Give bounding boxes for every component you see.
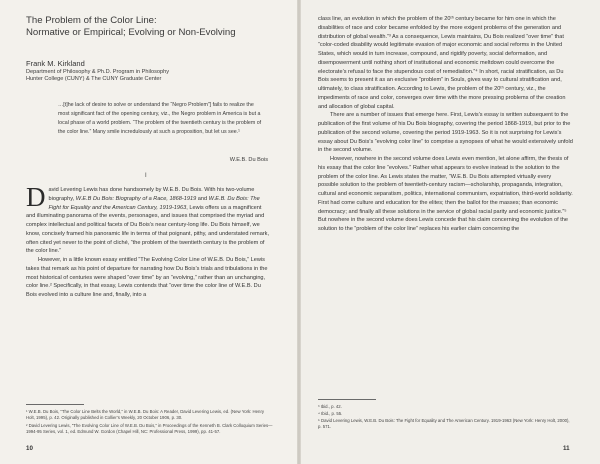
paragraph-text: , Lewis offers us a magnificent and illuminating panorama of the events, personages, and issues that comprised the myriad and complex intellectual and political facets of Du Bois’s near century-long life. Du Bois himself, we know, concisely framed his panoramic life in terms of that poignant, pithy, and understated remark, often cited yet never to the point of cliché, “the problem of the twentieth century is the problem of the color line.” [26, 204, 270, 255]
page-number-left: 10 [26, 445, 33, 452]
paragraph: However, nowhere in the second volume does Lewis even mention, let alone affirm, the thesis of his essay that the color line “evolves.” Rather what appears to evolve instead is the solution to the problem of the color line. As Lewis states the matter, “W.E.B. Du Bois attempted virtually every possible solution to the problem of twentieth-century racism—scholarship, propaganda, integration, cultural and economic separatism, politics, international communism, expatriation, third-world solidarity. First had come culture and education for the elites; then the ballot for the masses; than economic democracy; and finally all these solutions in the service of global racial parity and economic justice.”⁵ But nowhere in the second volume does Lewis concede that his claim concerning the evolution of the solution to the “problem of the color line” replaces his earlier claim concerning the [318, 156, 573, 232]
footnote: ⁵ David Levering Lewis, W.E.B. Du Bois: The Fight for Equality and The American Century. 1919-1963 (New York: Henry Holt, 2000), p. 571. [318, 418, 570, 430]
footnote: ¹ W.E.B. Du Bois, “The Color Line Belts the World,” in W.E.B. Du Bois: A Reader, David Levering Lewis, ed. (New York: Henry Holt, 1995), p. 42. Originally published in Collier’s Weekly, 20 October 1906, p. 30. [26, 409, 265, 421]
epigraph-attribution: W.E.B. Du Bois [229, 157, 268, 163]
page-number-right: 11 [563, 445, 570, 452]
affiliation-line-1: Department of Philosophy & Ph.D. Program in Philosophy [26, 69, 170, 75]
paragraph [26, 182, 272, 256]
title-line-2: Normative or Empirical; Evolving or Non-Evolving [26, 27, 236, 38]
footnote-rule [26, 404, 84, 405]
section-number: I [145, 173, 147, 179]
epigraph-quote: …[t]he lack of desire to solve or understand the “Negro Problem”] fails to realize the most significant fact of the opening century, viz., the Negro problem in America is but a local phase of a world problem. “The problem of the twentieth century is the problem of the color line.” Many smile incredulously at such a proposition, but let us see.¹ [58, 102, 262, 135]
right-footnotes [318, 404, 573, 431]
author-name: Frank M. Kirkland [26, 59, 85, 68]
paragraph-text: and [196, 195, 209, 202]
author-affiliation [26, 69, 286, 84]
right-body-text [318, 15, 573, 234]
paragraph: class line, an evolution in which the problem of the 20ᵗʰ century became for him one in which the disabilities of race and color became enfolded by the more exigent problems of the generation and distribution of global wealth.”³ As a consequence, Lewis maintains, Du Bois realized “over time” that “color-coded disability would legitimate evasion of major economic and social reforms in the United States, which would in turn increase, compound, and rigidify poverty, social deformation, and disempowerment until nothing short of institutional and economic meltdown could overcome the electorate’s refusal to face the stupendous cost of remediation.”⁴ In short, racial stratification, as Du Bois seems to present it as an exclusive “problem” in Souls, gives way to cultural stratification and, ultimately, to class stratification. According to Lewis, the problem of the 20ᵗʰ century, viz., the impediments of race and color, converges over time with the more pressing problems of the creation and allocation of global capital. [318, 16, 566, 110]
footnote: ³ Ibid., p. 42. [318, 404, 342, 409]
paragraph: There are a number of issues that emerge here. First, Lewis’s essay is written subsequent to the publication of the first volume of his Du Bois biography, covering the period 1868-1919, but prior to the publication of the second volume, covering the period 1919-1963. So it is not surprising for Lewis’s essay about Du Bois’s “evolving color line” to comprise a synopses of what he would extensively unfold in the second volume. [318, 112, 573, 154]
footnote-rule [318, 399, 376, 400]
article-title [26, 15, 236, 39]
book-gutter [297, 0, 301, 464]
paragraph: However, in a little known essay entitled “The Evolving Color Line of W.E.B. Du Bois,” Lewis takes that remark as his point of departure for narrating how Du Bois’s trials and tribulations in the most historical of centuries were shaped “over time” by an “evolving,” rather than an unchanging, color line.² Specifically, in that essay, Lewis contends that “over time the color line of W.E.B. Du Bois evolved into a culture line and, finally, into a [26, 257, 268, 298]
affiliation-line-2: Hunter College (CUNY) & The CUNY Graduate Center [26, 76, 162, 83]
paragraph-text: avid Levering Lewis has done handsomely by W.E.B. Du Bois. With his two-volume biography, [48, 187, 255, 202]
book-title: W.E.B Du Bois: Biography of a Race, 1868-1919 [75, 195, 197, 202]
left-footnotes [26, 409, 274, 437]
drop-cap: D [26, 182, 46, 212]
title-line-1: The Problem of the Color Line: [26, 15, 157, 26]
footnote: ² David Levering Lewis, “The Evolving Color Line of W.E.B. Du Bois,” in Proceedings of the Kenneth B. Clark Colloquium Series—1994-95 Series, vol. 1, ed. Edmund W. Gordon (Chapel Hill, NC: Professional Press, 1999), pp. 41-57. [26, 423, 273, 435]
left-body-text [26, 182, 272, 300]
book-title: W.E.B. Du Bois: The Fight for Equality and the American Century, 1919-1963 [48, 195, 260, 211]
footnote: ⁴ Ibid., p. 55. [318, 411, 343, 417]
